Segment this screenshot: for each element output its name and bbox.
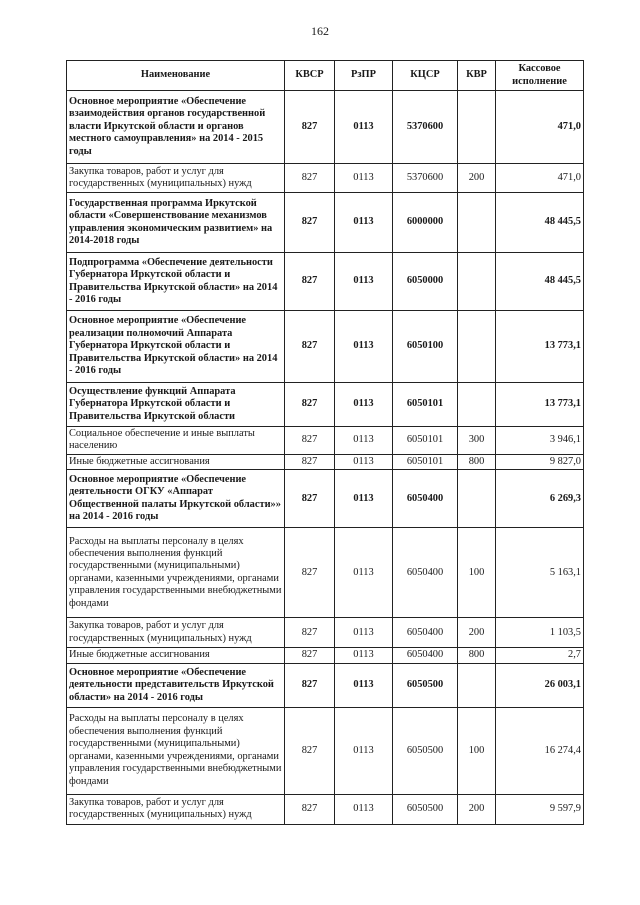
cell-name: Расходы на выплаты персоналу в целях обеспечения выполнения функций государственными (муниципальными) органами, казенными учреждениями, органами управления государственными внебюджетными фондами xyxy=(67,528,285,618)
table-row xyxy=(67,427,584,455)
table-row xyxy=(67,663,584,707)
cell-sum: 471,0 xyxy=(496,91,584,164)
cell-rzpr: 0113 xyxy=(335,470,393,528)
cell-rzpr: 0113 xyxy=(335,164,393,193)
cell-name: Государственная программа Иркутской области «Совершенствование механизмов управления экономическим развитием» на 2014-2018 годы xyxy=(67,193,285,253)
page-number: 162 xyxy=(311,24,329,38)
cell-sum: 16 274,4 xyxy=(496,707,584,794)
cell-kvr: 800 xyxy=(458,648,496,663)
cell-kvr: 100 xyxy=(458,707,496,794)
cell-kvsr: 827 xyxy=(285,470,335,528)
cell-name: Социальное обеспечение и иные выплаты населению xyxy=(67,427,285,455)
table-header-row xyxy=(67,61,584,91)
cell-sum: 13 773,1 xyxy=(496,383,584,427)
cell-sum: 6 269,3 xyxy=(496,470,584,528)
cell-kcsr: 6050500 xyxy=(393,663,458,707)
cell-kvr xyxy=(458,663,496,707)
cell-kvsr: 827 xyxy=(285,427,335,455)
cell-rzpr: 0113 xyxy=(335,253,393,311)
cell-kvsr: 827 xyxy=(285,648,335,663)
cell-kvsr: 827 xyxy=(285,91,335,164)
cell-kcsr: 6050101 xyxy=(393,454,458,469)
table-row xyxy=(67,383,584,427)
cell-sum: 471,0 xyxy=(496,164,584,193)
cell-name: Основное мероприятие «Обеспечение деятельности ОГКУ «Аппарат Общественной палаты Иркутской области»» на 2014 - 2016 годы xyxy=(67,470,285,528)
cell-kvsr: 827 xyxy=(285,311,335,383)
cell-kvr: 800 xyxy=(458,454,496,469)
cell-name: Основное мероприятие «Обеспечение деятельности представительств Иркутской области» на 2014 - 2016 годы xyxy=(67,663,285,707)
cell-sum: 5 163,1 xyxy=(496,528,584,618)
cell-kcsr: 5370600 xyxy=(393,164,458,193)
cell-name: Основное мероприятие «Обеспечение реализации полномочий Аппарата Губернатора Иркутской области и Правительства Иркутской области» на 2014 - 2016 годы xyxy=(67,311,285,383)
cell-kvr xyxy=(458,253,496,311)
cell-kcsr: 6050400 xyxy=(393,528,458,618)
cell-name: Закупка товаров, работ и услуг для государственных (муниципальных) нужд xyxy=(67,794,285,824)
cell-kvsr: 827 xyxy=(285,794,335,824)
table-row xyxy=(67,794,584,824)
cell-kvr: 300 xyxy=(458,427,496,455)
cell-rzpr: 0113 xyxy=(335,454,393,469)
cell-sum: 48 445,5 xyxy=(496,253,584,311)
table-row xyxy=(67,91,584,164)
cell-name: Основное мероприятие «Обеспечение взаимодействия органов государственной власти Иркутской области и органов местного самоуправления» на 2014 - 2015 годы xyxy=(67,91,285,164)
cell-rzpr: 0113 xyxy=(335,618,393,648)
cell-kcsr: 6050101 xyxy=(393,383,458,427)
cell-name: Осуществление функций Аппарата Губернатора Иркутской области и Правительства Иркутской области xyxy=(67,383,285,427)
table-row xyxy=(67,707,584,794)
cell-name: Закупка товаров, работ и услуг для государственных (муниципальных) нужд xyxy=(67,618,285,648)
cell-sum: 26 003,1 xyxy=(496,663,584,707)
cell-kcsr: 6050400 xyxy=(393,470,458,528)
cell-sum: 13 773,1 xyxy=(496,311,584,383)
header-kvr: КВР xyxy=(458,61,496,91)
cell-kvsr: 827 xyxy=(285,454,335,469)
cell-kvr: 200 xyxy=(458,794,496,824)
cell-sum: 48 445,5 xyxy=(496,193,584,253)
cell-kvr: 100 xyxy=(458,528,496,618)
cell-kvsr: 827 xyxy=(285,707,335,794)
cell-kvsr: 827 xyxy=(285,164,335,193)
cell-rzpr: 0113 xyxy=(335,91,393,164)
table-row xyxy=(67,470,584,528)
cell-kcsr: 6050500 xyxy=(393,794,458,824)
table-row xyxy=(67,618,584,648)
table-row xyxy=(67,193,584,253)
cell-sum: 3 946,1 xyxy=(496,427,584,455)
cell-kvr xyxy=(458,91,496,164)
cell-rzpr: 0113 xyxy=(335,427,393,455)
cell-kvsr: 827 xyxy=(285,528,335,618)
cell-rzpr: 0113 xyxy=(335,663,393,707)
cell-kcsr: 6050400 xyxy=(393,618,458,648)
cell-kvr: 200 xyxy=(458,164,496,193)
header-name: Наименование xyxy=(67,61,285,91)
cell-kcsr: 6000000 xyxy=(393,193,458,253)
cell-sum: 9 597,9 xyxy=(496,794,584,824)
header-sum: Кассовое исполнение xyxy=(496,61,584,91)
cell-rzpr: 0113 xyxy=(335,193,393,253)
header-kvsr: КВСР xyxy=(285,61,335,91)
cell-name: Подпрограмма «Обеспечение деятельности Губернатора Иркутской области и Правительства Иркутской области» на 2014 - 2016 годы xyxy=(67,253,285,311)
cell-kvr xyxy=(458,383,496,427)
budget-table xyxy=(66,60,584,825)
cell-kvr: 200 xyxy=(458,618,496,648)
cell-kcsr: 6050101 xyxy=(393,427,458,455)
table-row xyxy=(67,648,584,663)
cell-kvsr: 827 xyxy=(285,663,335,707)
cell-rzpr: 0113 xyxy=(335,794,393,824)
table-row xyxy=(67,528,584,618)
cell-kvsr: 827 xyxy=(285,618,335,648)
table-row xyxy=(67,454,584,469)
table-row xyxy=(67,311,584,383)
cell-name: Иные бюджетные ассигнования xyxy=(67,454,285,469)
header-kcsr: КЦСР xyxy=(393,61,458,91)
cell-kcsr: 5370600 xyxy=(393,91,458,164)
cell-sum: 2,7 xyxy=(496,648,584,663)
cell-kvr xyxy=(458,311,496,383)
table-row xyxy=(67,164,584,193)
cell-name: Иные бюджетные ассигнования xyxy=(67,648,285,663)
cell-kvr xyxy=(458,470,496,528)
cell-kvsr: 827 xyxy=(285,193,335,253)
cell-kvr xyxy=(458,193,496,253)
cell-name: Закупка товаров, работ и услуг для государственных (муниципальных) нужд xyxy=(67,164,285,193)
cell-rzpr: 0113 xyxy=(335,311,393,383)
table-body xyxy=(67,91,584,825)
cell-kvsr: 827 xyxy=(285,253,335,311)
cell-kvsr: 827 xyxy=(285,383,335,427)
cell-kcsr: 6050400 xyxy=(393,648,458,663)
cell-kcsr: 6050500 xyxy=(393,707,458,794)
cell-rzpr: 0113 xyxy=(335,528,393,618)
cell-name: Расходы на выплаты персоналу в целях обеспечения выполнения функций государственными (муниципальными) органами, казенными учреждениями, органами управления государственными внебюджетными фондами xyxy=(67,707,285,794)
cell-sum: 1 103,5 xyxy=(496,618,584,648)
cell-kcsr: 6050000 xyxy=(393,253,458,311)
cell-kcsr: 6050100 xyxy=(393,311,458,383)
cell-rzpr: 0113 xyxy=(335,383,393,427)
table-row xyxy=(67,253,584,311)
cell-rzpr: 0113 xyxy=(335,648,393,663)
cell-sum: 9 827,0 xyxy=(496,454,584,469)
cell-rzpr: 0113 xyxy=(335,707,393,794)
header-rzpr: РзПР xyxy=(335,61,393,91)
